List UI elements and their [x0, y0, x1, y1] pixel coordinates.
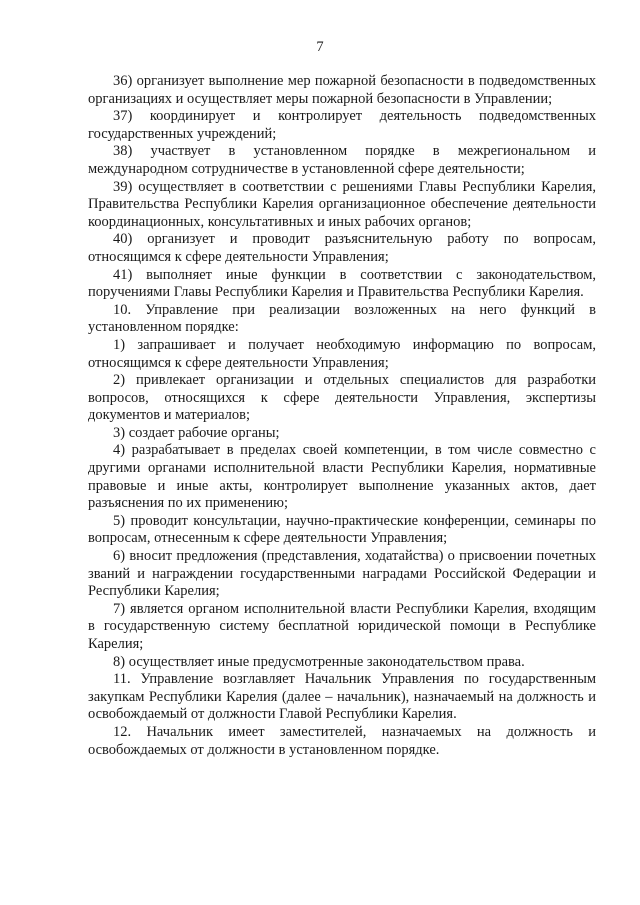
paragraph-36: 36) организует выполнение мер пожарной безопасности в подведомственных организациях и осуществляет меры пожарной безопасности в Управлении; [88, 73, 596, 107]
paragraph-39: 39) осуществляет в соответствии с решениями Главы Республики Карелия, Правительства Республики Карелия организационное обеспечение деятельности координационных, консультативных и иных рабочих органов; [88, 178, 596, 230]
section-11: 11. Управление возглавляет Начальник Управления по государственным закупкам Республики Карелия (далее – начальник), назначаемый на должность и освобождаемый от должности Главой Республики Карелия. [88, 671, 596, 723]
section-10-item-7: 7) является органом исполнительной власти Республики Карелия, входящим в государственную систему бесплатной юридической помощи в Республике Карелия; [88, 600, 596, 652]
section-10-item-3: 3) создает рабочие органы; [113, 424, 280, 441]
paragraph-40: 40) организует и проводит разъяснительную работу по вопросам, относящимся к сфере деятельности Управления; [88, 231, 596, 265]
section-10-item-2: 2) привлекает организации и отдельных специалистов для разработки вопросов, относящихся к сфере деятельности Управления, экспертизы документов и материалов; [88, 372, 596, 424]
section-12: 12. Начальник имеет заместителей, назначаемых на должность и освобождаемых от должности в установленном порядке. [88, 723, 596, 758]
paragraph-41: 41) выполняет иные функции в соответствии с законодательством, поручениями Главы Республики Карелия и Правительства Республики Карелия. [88, 266, 596, 301]
section-10-item-8: 8) осуществляет иные предусмотренные законодательством права. [113, 653, 525, 670]
section-10-item-6: 6) вносит предложения (представления, ходатайства) о присвоении почетных званий и награждении государственными наградами Российской Федерации и Республики Карелия; [88, 548, 596, 600]
document-body [88, 73, 596, 759]
page-number: 7 [316, 39, 324, 55]
section-10-intro: 10. Управление при реализации возложенных на него функций в установленном порядке: [88, 301, 596, 336]
section-10-item-4: 4) разрабатывает в пределах своей компетенции, в том числе совместно с другими органами исполнительной власти Республики Карелия, нормативные правовые и иные акты, контролирует выполнение указанных актов, дает разъяснения по их применению; [88, 442, 596, 512]
paragraph-38: 38) участвует в установленном порядке в межрегиональном и международном сотрудничестве в установленной сфере деятельности; [88, 143, 596, 177]
paragraph-37: 37) координирует и контролирует деятельность подведомственных государственных учреждений; [88, 108, 596, 142]
section-10-item-5: 5) проводит консультации, научно-практические конференции, семинары по вопросам, отнесенным к сфере деятельности Управления; [88, 512, 596, 547]
section-10-item-1: 1) запрашивает и получает необходимую информацию по вопросам, относящимся к сфере деятельности Управления; [88, 336, 596, 371]
